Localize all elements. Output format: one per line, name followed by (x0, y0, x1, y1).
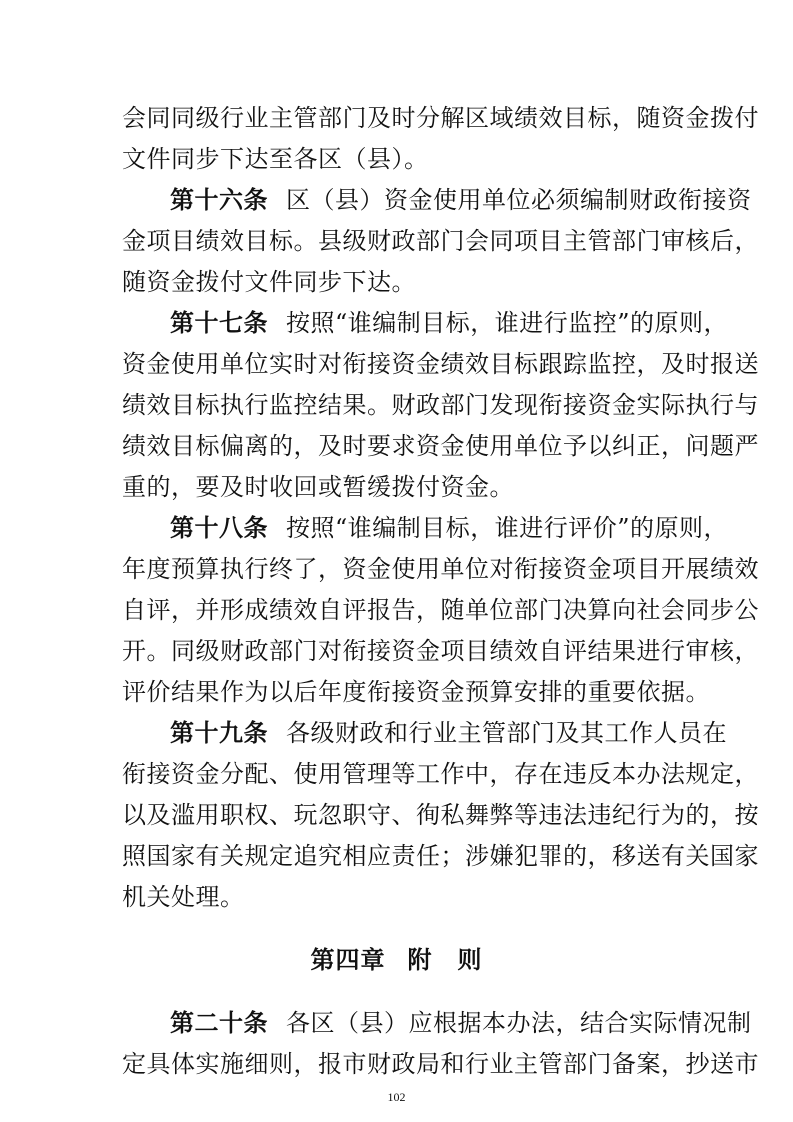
article-number: 第十六条 (170, 185, 268, 214)
article-number: 第十八条 (170, 513, 268, 542)
article-16-line (170, 180, 752, 220)
body-line: 随资金拨付文件同步下达。 (122, 268, 416, 296)
body-line: 资金使用单位实时对衔接资金绩效目标跟踪监控，及时报送 (122, 350, 759, 378)
body-line: 评价结果作为以后年度衔接资金预算安排的重要依据。 (122, 678, 710, 706)
article-text: 各区（县）应根据本办法，结合实际情况制 (286, 1009, 752, 1037)
body-line: 定具体实施细则，报市财政局和行业主管部门备案，抄送市 (122, 1050, 759, 1078)
article-number: 第十七条 (170, 308, 268, 337)
body-line: 年度预算执行终了，资金使用单位对衔接资金项目开展绩效 (122, 555, 759, 583)
chapter-number: 第四章 (310, 946, 386, 974)
article-19-line (170, 713, 727, 753)
body-line: 金项目绩效目标。县级财政部门会同项目主管部门审核后， (122, 227, 759, 255)
article-text: 按照“谁编制目标，谁进行监控”的原则， (286, 309, 729, 337)
page-number: 102 (387, 1090, 406, 1104)
article-number: 第十九条 (170, 718, 268, 747)
article-18-line (170, 508, 729, 548)
article-20-line (170, 1003, 752, 1043)
body-line: 照国家有关规定追究相应责任；涉嫌犯罪的，移送有关国家 (122, 842, 759, 870)
chapter-title: 附 则 (407, 946, 483, 974)
body-line: 以及滥用职权、玩忽职守、徇私舞弊等违法违纪行为的，按 (122, 801, 759, 829)
body-line: 自评，并形成绩效自评报告，随单位部门决算向社会同步公 (122, 596, 759, 624)
body-line: 会同同级行业主管部门及时分解区域绩效目标，随资金拨付 (122, 104, 759, 132)
article-number: 第二十条 (170, 1008, 268, 1037)
body-line: 重的，要及时收回或暂缓拨付资金。 (122, 473, 514, 501)
body-line: 绩效目标执行监控结果。财政部门发现衔接资金实际执行与 (122, 391, 759, 419)
article-17-line (170, 303, 729, 343)
body-line: 机关处理。 (122, 883, 245, 911)
chapter-heading (0, 940, 793, 980)
article-text: 区（县）资金使用单位必须编制财政衔接资 (286, 186, 752, 214)
body-line: 文件同步下达至各区（县）。 (122, 145, 429, 173)
body-line: 绩效目标偏离的，及时要求资金使用单位予以纠正，问题严 (122, 432, 759, 460)
body-line: 开。同级财政部门对衔接资金项目绩效自评结果进行审核， (122, 637, 759, 665)
article-text: 按照“谁编制目标，谁进行评价”的原则， (286, 514, 729, 542)
article-text: 各级财政和行业主管部门及其工作人员在 (286, 719, 727, 747)
body-line: 衔接资金分配、使用管理等工作中，存在违反本办法规定， (122, 760, 759, 788)
